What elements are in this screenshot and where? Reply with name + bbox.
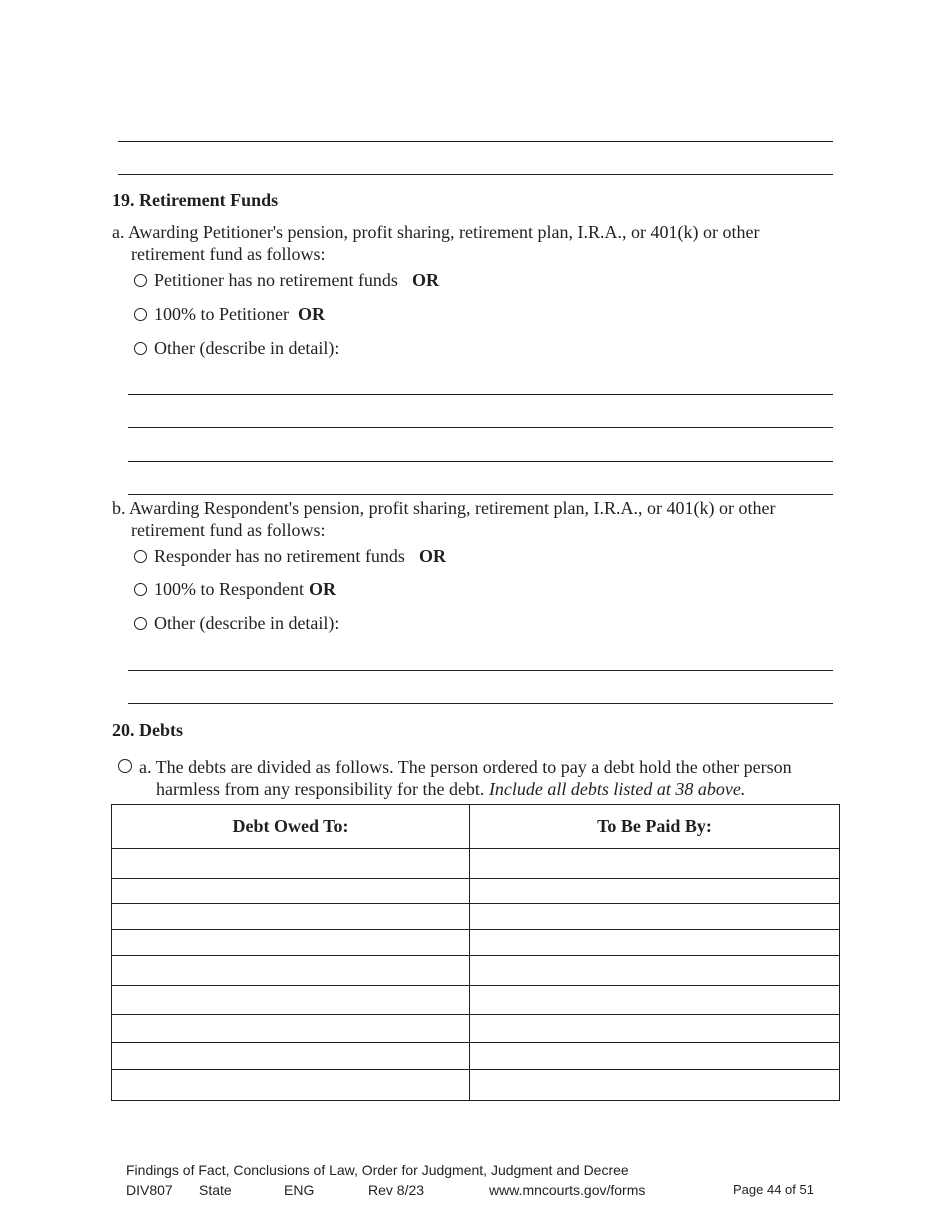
section-20a-instruction: Include all debts listed at 38 above. (488, 779, 746, 799)
table-header-row (112, 805, 840, 849)
table-row (112, 1070, 840, 1101)
table-row (112, 879, 840, 904)
debt-owed-to-cell[interactable] (112, 1015, 470, 1043)
describe-line[interactable] (128, 461, 833, 462)
section-19a-text-line1: a. Awarding Petitioner's pension, profit sharing, retirement plan, I.R.A., or 401(k) or other (112, 222, 760, 242)
table-row (112, 930, 840, 956)
footer-url[interactable]: www.mncourts.gov/forms (489, 1182, 646, 1198)
footer-page-number: Page 44 of 51 (733, 1182, 814, 1197)
debts-table (111, 804, 840, 1101)
debt-owed-to-cell[interactable] (112, 986, 470, 1015)
debt-owed-to-cell[interactable] (112, 904, 470, 930)
to-be-paid-by-cell[interactable] (470, 956, 840, 986)
section-19-heading: 19. Retirement Funds (112, 190, 279, 210)
radio-button[interactable] (134, 274, 147, 287)
to-be-paid-by-cell[interactable] (470, 849, 840, 879)
to-be-paid-by-cell[interactable] (470, 1015, 840, 1043)
or-label: OR (309, 579, 336, 599)
describe-line[interactable] (128, 703, 833, 704)
table-row (112, 1043, 840, 1070)
footer-state: State (199, 1182, 232, 1198)
option-label: Other (describe in detail): (154, 338, 340, 358)
option-label: 100% to Petitioner (154, 304, 289, 324)
radio-button[interactable] (118, 759, 132, 773)
option-label: 100% to Respondent (154, 579, 304, 599)
to-be-paid-by-cell[interactable] (470, 904, 840, 930)
section-19a-text-line2: retirement fund as follows: (131, 244, 326, 264)
debt-owed-to-cell[interactable] (112, 1070, 470, 1101)
blank-line[interactable] (118, 174, 833, 175)
radio-button[interactable] (134, 550, 147, 563)
option-19b-other[interactable] (134, 612, 339, 634)
option-label: Responder has no retirement funds (154, 546, 405, 566)
or-label: OR (418, 546, 446, 566)
section-20a-text-line2 (156, 778, 745, 800)
radio-button[interactable] (134, 308, 147, 321)
section-19b-text-line1: b. Awarding Respondent's pension, profit sharing, retirement plan, I.R.A., or 401(k) or other (112, 498, 776, 518)
debt-owed-to-cell[interactable] (112, 956, 470, 986)
option-label: Other (describe in detail): (154, 613, 340, 633)
footer-revision: Rev 8/23 (368, 1182, 425, 1198)
option-20a[interactable] (118, 759, 139, 778)
section-19b-text-line2: retirement fund as follows: (131, 520, 326, 540)
section-20-heading: 20. Debts (112, 720, 183, 740)
debt-owed-to-cell[interactable] (112, 930, 470, 956)
option-19a-100-petitioner[interactable] (134, 303, 325, 325)
describe-line[interactable] (128, 670, 833, 671)
table-row (112, 904, 840, 930)
to-be-paid-by-cell[interactable] (470, 1043, 840, 1070)
radio-button[interactable] (134, 342, 147, 355)
describe-line[interactable] (128, 427, 833, 428)
section-20a-text-line1: a. The debts are divided as follows. The person ordered to pay a debt hold the other person (139, 757, 792, 777)
to-be-paid-by-cell[interactable] (470, 930, 840, 956)
or-label: OR (297, 304, 325, 324)
option-19b-100-respondent[interactable] (134, 578, 336, 600)
radio-button[interactable] (134, 617, 147, 630)
option-19b-no-funds[interactable] (134, 545, 446, 567)
option-19a-no-funds[interactable] (134, 269, 439, 291)
radio-button[interactable] (134, 583, 147, 596)
table-row (112, 986, 840, 1015)
table-row (112, 956, 840, 986)
column-header-to-be-paid-by: To Be Paid By: (470, 805, 840, 849)
describe-line[interactable] (128, 494, 833, 495)
table-row (112, 849, 840, 879)
describe-line[interactable] (128, 394, 833, 395)
to-be-paid-by-cell[interactable] (470, 1070, 840, 1101)
option-label: Petitioner has no retirement funds (154, 270, 398, 290)
blank-line[interactable] (118, 141, 833, 142)
table-row (112, 1015, 840, 1043)
footer-language: ENG (284, 1182, 315, 1198)
debt-owed-to-cell[interactable] (112, 849, 470, 879)
debt-owed-to-cell[interactable] (112, 1043, 470, 1070)
or-label: OR (411, 270, 439, 290)
debt-owed-to-cell[interactable] (112, 879, 470, 904)
column-header-debt-owed-to: Debt Owed To: (112, 805, 470, 849)
to-be-paid-by-cell[interactable] (470, 986, 840, 1015)
footer-form-number: DIV807 (126, 1182, 173, 1198)
to-be-paid-by-cell[interactable] (470, 879, 840, 904)
option-19a-other[interactable] (134, 337, 339, 359)
section-20a-text: harmless from any responsibility for the debt. (156, 779, 485, 799)
footer-form-title: Findings of Fact, Conclusions of Law, Order for Judgment, Judgment and Decree (126, 1162, 629, 1178)
